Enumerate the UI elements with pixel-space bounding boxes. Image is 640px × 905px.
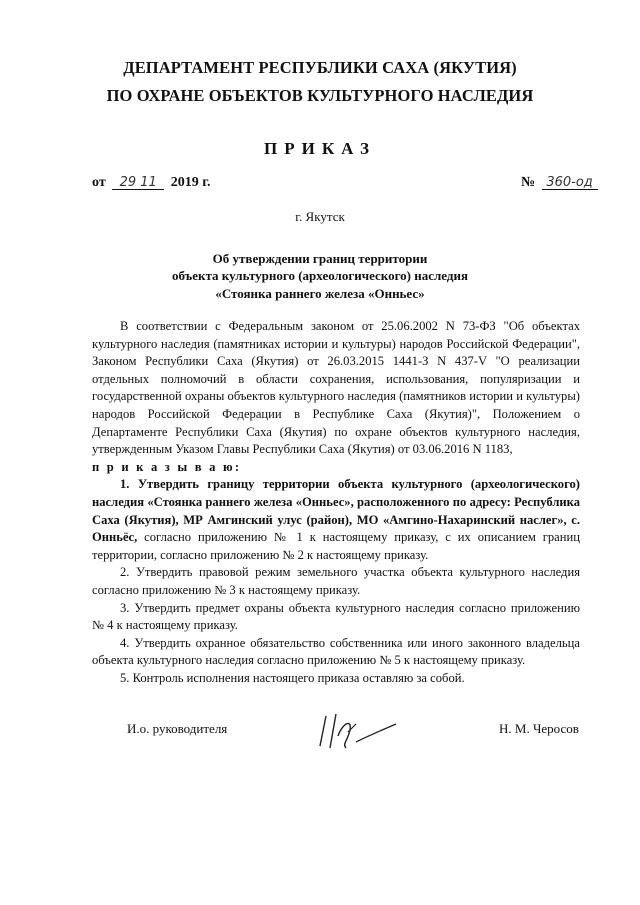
date-prefix: от (92, 175, 106, 190)
document-type: ПРИКАЗ (264, 139, 376, 158)
order-item-2: 2. Утвердить правовой режим земельного участка объекта культурного наследия согласно приложению № 3 к настоящему приказу. (92, 565, 580, 597)
handwritten-signature (312, 706, 402, 754)
order-number (521, 175, 601, 191)
order-item-1 (92, 476, 580, 564)
city: г. Якутск (295, 209, 345, 224)
department-name-line1: ДЕПАРТАМЕНТ РЕСПУБЛИКИ САХА (ЯКУТИЯ) (123, 58, 517, 77)
order-item-3: 3. Утвердить предмет охраны объекта культурного наследия согласно приложению № 4 к настоящему приказу. (92, 600, 580, 633)
signer-name: Н. М. Черосов (499, 721, 579, 736)
order-item-1-bold: 1. Утвердить границу территории объекта культурного (археологического) наследия «Стоянка раннего железа «Онньес», расположенного по адресу: Республика Саха (Якутия), МР Амгинский улус (район), МО «Амгино-Нахаринский наслег», с. Онньёс, (92, 477, 580, 545)
handwritten-number: 360-од (542, 176, 598, 190)
order-item-5: 5. Контроль исполнения настоящего приказа оставляю за собой. (120, 670, 465, 685)
order-body (92, 318, 580, 687)
order-date (92, 175, 210, 191)
handwritten-date: 29 11 (112, 176, 164, 190)
order-title-line3: «Стоянка раннего железа «Онньес» (215, 286, 425, 301)
order-word: п р и к а з ы в а ю: (92, 459, 242, 474)
number-prefix: № (521, 175, 536, 190)
preamble: В соответствии с Федеральным законом от 25.06.2002 N 73-ФЗ "Об объектах культурного наследия (памятниках истории и культуры) народов Российской Федерации", Законом Республики Саха (Якутия) от 26.03.2015 1441-З N 437-V "О реализации отдельных полномочий в области сохранения, использования, популяризации и государственной охраны объектов культурного наследия (памятников истории и культуры) народов Российской Федерации в Республике Саха (Якутия)", Положением о Департаменте Республики Саха (Якутия) по охране объектов культурного наследия, утвержденным Указом Главы Республики Саха (Якутия) от 03.06.2016 N 1183, (92, 319, 580, 457)
date-suffix: 2019 г. (170, 175, 211, 190)
order-item-4: 4. Утвердить охранное обязательство собственника или иного законного владельца объекта культурного наследия согласно приложению № 5 к настоящему приказу. (92, 635, 580, 668)
order-title-line2: объекта культурного (археологического) наследия (171, 268, 468, 283)
order-title-line1: Об утверждении границ территории (212, 251, 428, 266)
department-name-line2: ПО ОХРАНЕ ОБЪЕКТОВ КУЛЬТУРНОГО НАСЛЕДИЯ (106, 86, 534, 105)
signer-role: И.о. руководителя (127, 721, 228, 736)
order-item-1-rest: согласно приложению № 1 к настоящему приказу, с их описанием границ территории, согласно приложению № 2 к настоящему приказу. (92, 530, 580, 562)
